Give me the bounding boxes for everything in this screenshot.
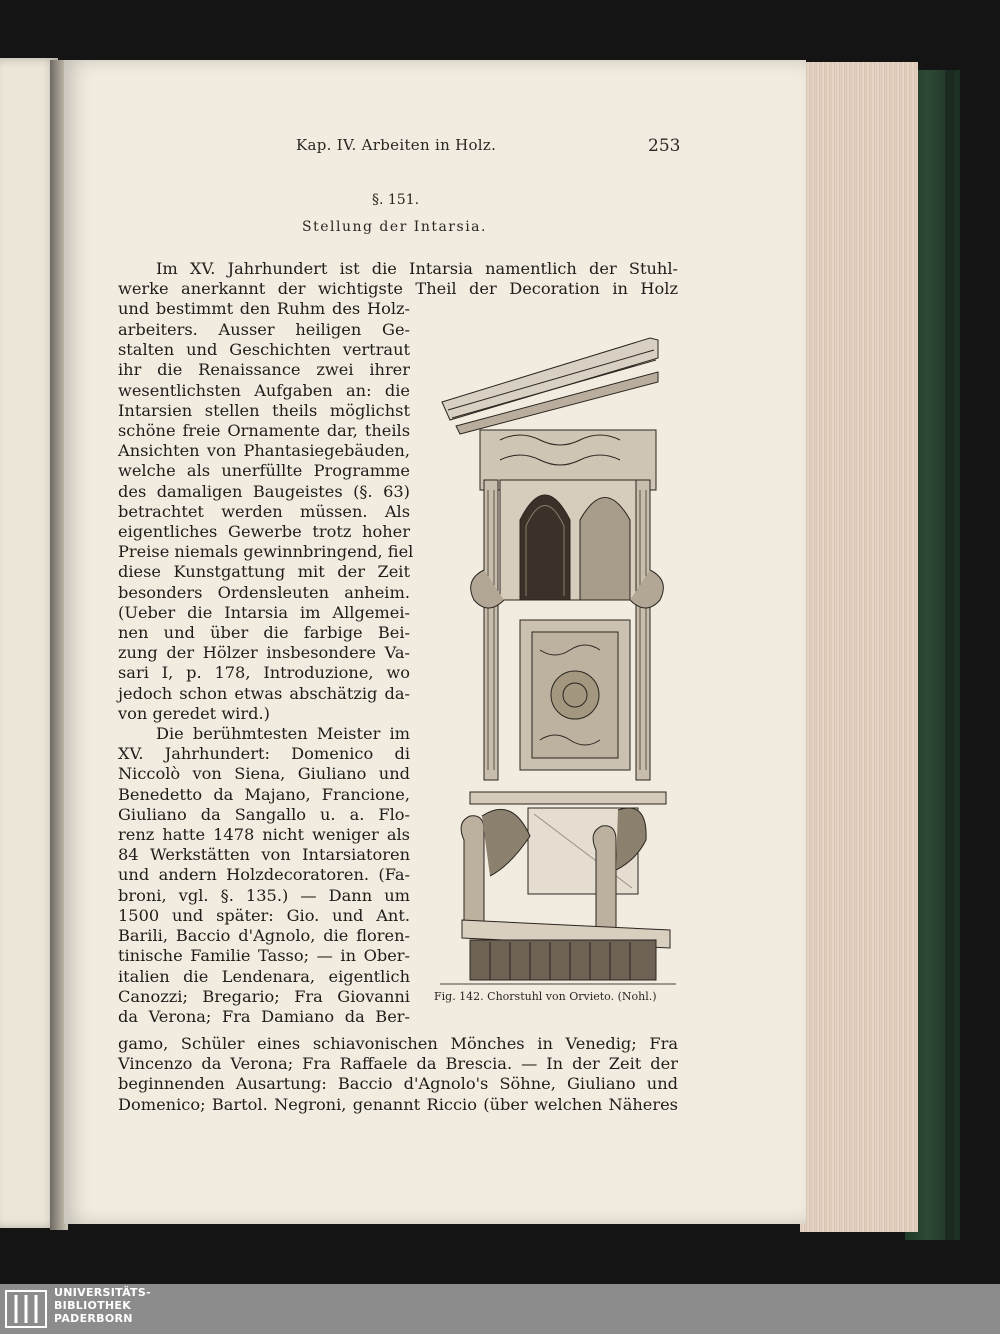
text-line: arbeiters. Ausser heiligen Ge- [118,320,410,339]
text-line: Benedetto da Majano, Francione, [118,784,410,804]
text-line: beginnenden Ausartung: Baccio d'Agnolo's Söhne, Giuliano und [118,1074,678,1094]
page-number: 253 [648,136,681,156]
text-line: renz hatte 1478 nicht weniger als [118,825,410,845]
text-line: Niccolò von Siena, Giuliano und [118,764,410,784]
logo-line: PADERBORN [54,1312,133,1325]
text-line: Vincenzo da Verona; Fra Raffaele da Brescia. — In der Zeit der [118,1054,678,1074]
text-line: da Verona; Fra Damiano da Ber- [118,1006,410,1026]
choir-stall-engraving [440,330,676,990]
text-line: wesentlichsten Aufgaben an: die [118,380,410,400]
library-logo-text [54,1286,151,1325]
text-line: Ansichten von Phantasiegebäuden, [118,441,410,461]
running-head: Kap. IV. Arbeiten in Holz. [296,136,497,154]
text-line: Domenico; Bartol. Negroni, genannt Riccio (über welchen Näheres [118,1094,678,1114]
figure-caption: Fig. 142. Chorstuhl von Orvieto. (Nohl.) [434,990,657,1003]
text-line: Im XV. Jahrhundert ist die Intarsia namentlich der Stuhl- [156,259,678,278]
text-line: Giuliano da Sangallo u. a. Flo- [118,804,410,824]
library-logo-icon [4,1287,48,1331]
text-line: (Ueber die Intarsia im Allgemei- [118,602,410,622]
text-line: eigentliches Gewerbe trotz hoher [118,522,410,542]
text-line: ihr die Renaissance zwei ihrer [118,360,410,380]
text-line: und andern Holzdecoratoren. (Fa- [118,865,410,885]
text-line: zung der Hölzer insbesondere Va- [118,643,410,663]
body-text-bottom [118,1034,678,1115]
text-line: broni, vgl. §. 135.) — Dann um [118,885,410,905]
text-line: Barili, Baccio d'Agnolo, die floren- [118,926,410,946]
page-fore-edge [800,62,918,1232]
logo-line: BIBLIOTHEK [54,1299,132,1312]
text-line: diese Kunstgattung mit der Zeit [118,562,410,582]
text-line: sari I, p. 178, Introduzione, wo [118,663,410,683]
text-line: von geredet wird.) [118,703,270,723]
text-line: welche als unerfüllte Programme [118,461,410,481]
text-line: italien die Lendenara, eigentlich [118,966,410,986]
text-line: nen und über die farbige Bei- [118,623,410,643]
text-line: Canozzi; Bregario; Fra Giovanni [118,986,410,1006]
text-line: jedoch schon etwas abschätzig da- [118,683,410,703]
text-line: Die berühmtesten Meister im [156,724,410,744]
text-line: schöne freie Ornamente dar, theils [118,421,410,441]
text-line: des damaligen Baugeistes (§. 63) [118,481,410,501]
body-text-top [118,259,678,320]
text-line: tinische Familie Tasso; — in Ober- [118,946,410,966]
text-line: werke anerkannt der wichtigste Theil der Decoration in Holz [118,279,678,299]
text-line: XV. Jahrhundert: Domenico di [118,744,410,764]
text-line: Preise niemals gewinnbringend, fiel [118,542,414,562]
text-line: gamo, Schüler eines schiavonischen Mönches in Venedig; Fra [118,1034,678,1053]
body-text-narrow [118,320,414,1027]
text-line: Intarsien stellen theils möglichst [118,400,410,420]
section-number: §. 151. [372,192,420,208]
text-line: besonders Ordensleuten anheim. [118,582,410,602]
logo-line: UNIVERSITÄTS- [54,1286,151,1299]
text-line: betrachtet werden müssen. Als [118,501,410,521]
section-title: Stellung der Intarsia. [302,219,487,235]
book-spine-strip [945,70,955,1240]
text-line: stalten und Geschichten vertraut [118,340,410,360]
text-line: 1500 und später: Gio. und Ant. [118,905,410,925]
text-line: 84 Werkstätten von Intarsiatoren [118,845,410,865]
text-line: und bestimmt den Ruhm des Holz- [118,299,410,319]
